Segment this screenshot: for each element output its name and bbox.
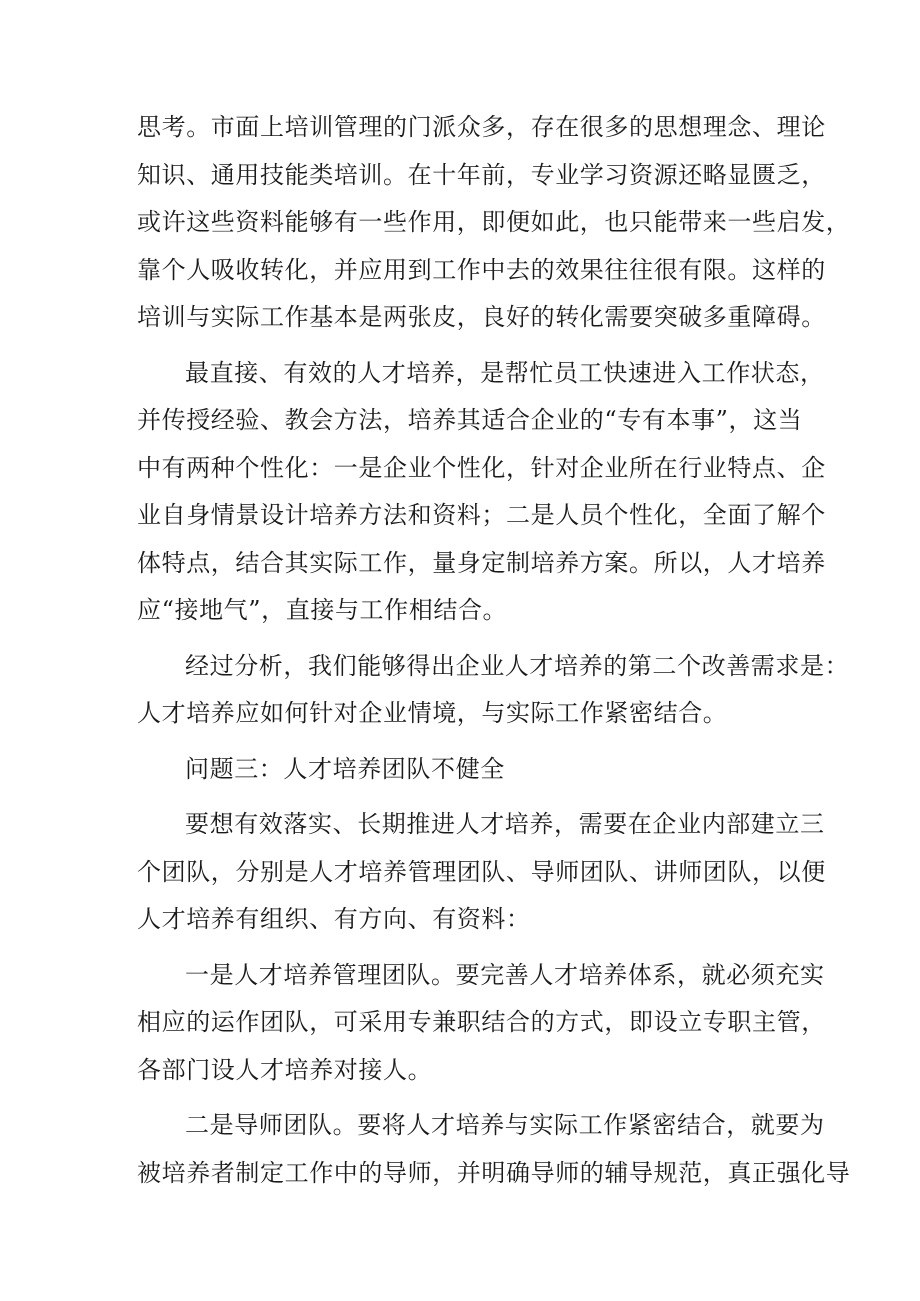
text-line: 最直接、有效的人才培养，是帮忙员工快速进入工作状态， [185, 358, 825, 387]
paragraph [137, 643, 850, 738]
text-line: 体特点，结合其实际工作，量身定制培养方案。所以，人才培养 [137, 548, 826, 577]
text-line: 二是导师团队。要将人才培养与实际工作紧密结合，就要为 [185, 1111, 825, 1139]
paragraph [137, 104, 851, 342]
text-line: 一是人才培养管理团队。要完善人才培养体系，就必须充实 [185, 960, 825, 989]
text-line: 个团队，分别是人才培养管理团队、导师团队、讲师团队，以便 [137, 857, 826, 886]
text-line: 靠个人吸收转化，并应用到工作中去的效果往往很有限。这样的 [137, 255, 826, 284]
text-line: 应“接地气”，直接与工作相结合。 [137, 596, 508, 624]
text-line: 培训与实际工作基本是两张皮，良好的转化需要突破多重障碍。 [137, 303, 826, 331]
paragraph [137, 1102, 851, 1197]
document-body [137, 104, 851, 1205]
text-line: 相应的运作团队，可采用专兼职结合的方式，即设立专职主管， [137, 1008, 826, 1036]
text-line: 知识、通用技能类培训。在十年前，专业学习资源还略显匮乏， [137, 160, 826, 189]
text-line: 被培养者制定工作中的导师，并明确导师的辅导规范，真正强化导 [137, 1158, 851, 1187]
text-line: 并传授经验、教会方法，培养其适合企业的“专有本事”，这当 [137, 406, 803, 434]
text-line: 要想有效落实、长期推进人才培养，需要在企业内部建立三 [185, 810, 825, 838]
text-line: 业自身情景设计培养方法和资料；二是人员个性化，全面了解个 [137, 501, 826, 529]
text-line: 思考。市面上培训管理的门派众多，存在很多的思想理念、理论 [137, 113, 826, 141]
paragraph [137, 801, 826, 944]
text-line: 经过分析，我们能够得出企业人才培养的第二个改善需求是： [185, 651, 850, 680]
text-line: 或许这些资料能够有一些作用，即便如此，也只能带来一些启发， [137, 208, 851, 236]
text-line: 人才培养有组织、有方向、有资料： [137, 905, 531, 933]
text-line: 中有两种个性化：一是企业个性化，针对企业所在行业特点、企 [137, 453, 826, 482]
paragraph [137, 350, 826, 635]
text-line: 人才培养应如何针对企业情境，与实际工作紧密结合。 [137, 699, 728, 727]
text-line: 各部门设人才培养对接人。 [137, 1055, 433, 1084]
text-line: 问题三：人才培养团队不健全 [185, 754, 505, 783]
paragraph [137, 952, 826, 1095]
paragraph [137, 746, 793, 794]
